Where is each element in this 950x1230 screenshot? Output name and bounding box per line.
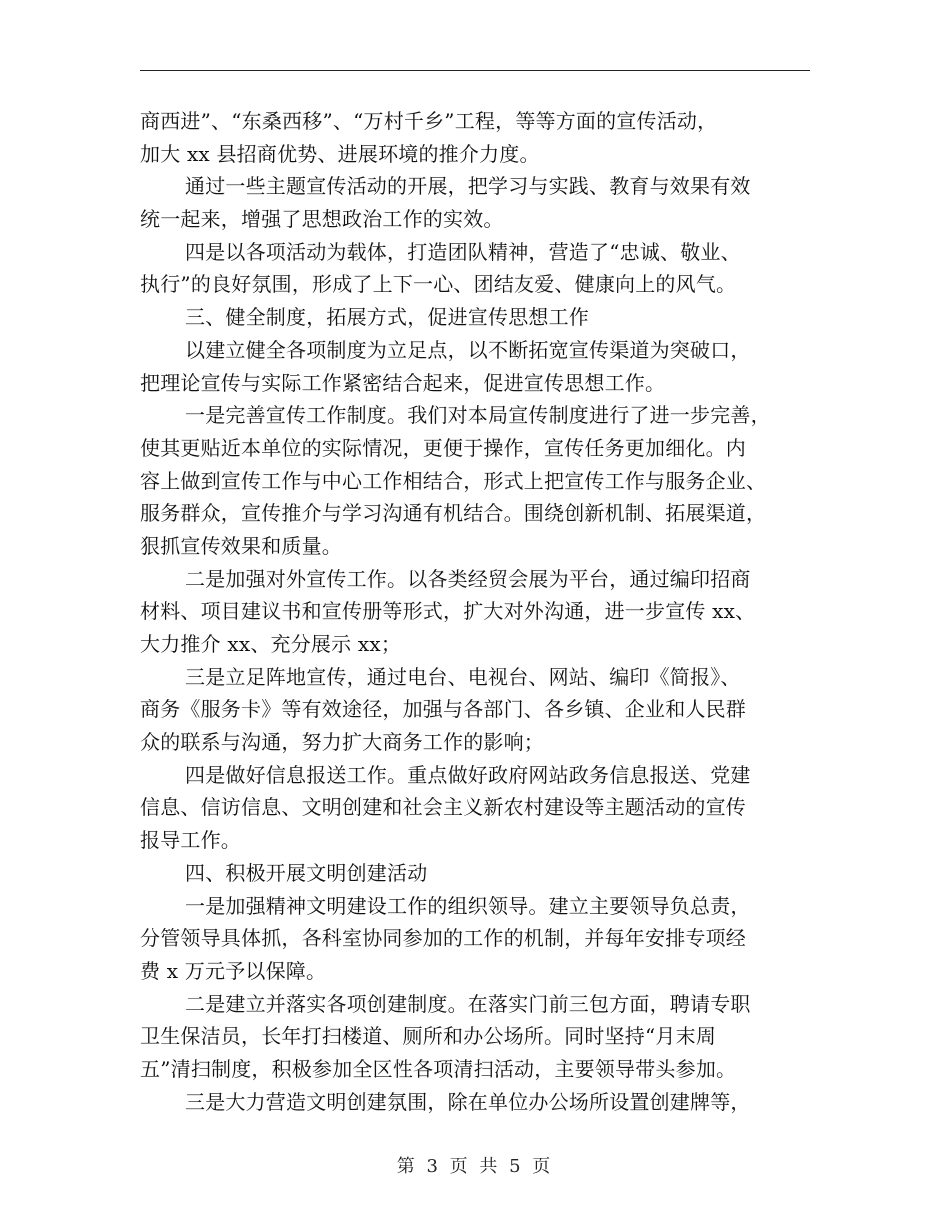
- text-line: 一是加强精神文明建设工作的组织领导。建立主要领导负总责，: [185, 893, 751, 918]
- text-line: 容上做到宣传工作与中心工作相结合，形式上把宣传工作与服务企业、: [140, 468, 767, 493]
- text-line: 通过一些主题宣传活动的开展，把学习与实践、教育与效果有效: [185, 174, 751, 199]
- text-line: 卫生保洁员，长年打扫楼道、厕所和办公场所。同时坚持“月末周: [140, 1024, 717, 1049]
- text-line: 四是以各项活动为载体，打造团队精神，营造了“忠诚、敬业、: [185, 239, 741, 264]
- text-line: 三是大力营造文明创建氛围，除在单位办公场所设置创建牌等，: [185, 1089, 751, 1114]
- text-line: 三、健全制度，拓展方式，促进宣传思想工作: [185, 305, 589, 330]
- page-number: 第 3 页 共 5 页: [396, 1156, 554, 1177]
- text-line: 四是做好信息报送工作。重点做好政府网站政务信息报送、党建: [185, 762, 751, 787]
- text-line: 信息、信访信息、文明创建和社会主义新农村建设等主题活动的宣传: [140, 795, 746, 820]
- text-line: 众的联系与沟通，努力扩大商务工作的影响；: [140, 730, 544, 755]
- text-line: 狠抓宣传效果和质量。: [140, 533, 342, 558]
- text-line: 二是加强对外宣传工作。以各类经贸会展为平台，通过编印招商: [185, 566, 751, 591]
- header-rule: [140, 70, 810, 71]
- text-line: 统一起来，增强了思想政治工作的实效。: [140, 207, 504, 232]
- text-line: 四、积极开展文明创建活动: [185, 860, 428, 885]
- text-line: 五”清扫制度，积极参加全区性各项清扫活动，主要领导带头参加。: [140, 1056, 737, 1081]
- text-line: 分管领导具体抓，各科室协同参加的工作的机制，并每年安排专项经: [140, 926, 746, 951]
- text-line: 报导工作。: [140, 828, 241, 853]
- text-line: 以建立健全各项制度为立足点，以不断拓宽宣传渠道为突破口，: [185, 337, 751, 362]
- text-line: 把理论宣传与实际工作紧密结合起来，促进宣传思想工作。: [140, 370, 666, 395]
- text-line: 二是建立并落实各项创建制度。在落实门前三包方面，聘请专职: [185, 991, 751, 1016]
- text-line: 商务《服务卡》等有效途径，加强与各部门、各乡镇、企业和人民群: [140, 697, 746, 722]
- text-line: 服务群众，宣传推介与学习沟通有机结合。围绕创新机制、拓展渠道，: [140, 501, 767, 526]
- text-line: 加大 xx 县招商优势、进展环境的推介力度。: [140, 141, 540, 166]
- text-line: 商西进”、“东桑西移”、“万村千乡”工程，等等方面的宣传活动，: [140, 109, 718, 133]
- text-line: 费 x 万元予以保障。: [140, 958, 327, 983]
- text-line: 使其更贴近本单位的实际情况，更便于操作，宣传任务更加细化。内: [140, 435, 746, 460]
- document-body: [140, 105, 810, 1118]
- text-line: 三是立足阵地宣传，通过电台、电视台、网站、编印《简报》、: [185, 664, 741, 689]
- text-line: 大力推介 xx、充分展示 xx；: [140, 632, 402, 656]
- text-line: 材料、项目建议书和宣传册等形式，扩大对外沟通，进一步宣传 xx、: [140, 599, 756, 624]
- text-line: 执行”的良好氛围，形成了上下一心、团结友爱、健康向上的风气。: [140, 272, 737, 297]
- text-line: 一是完善宣传工作制度。我们对本局宣传制度进行了进一步完善，: [185, 403, 771, 428]
